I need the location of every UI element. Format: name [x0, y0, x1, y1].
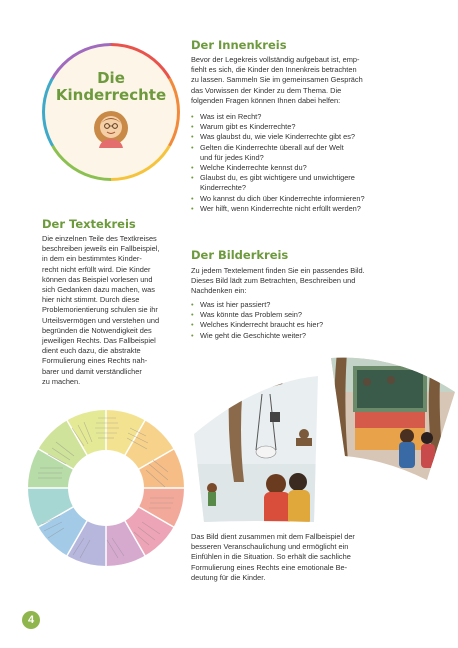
picture-segment-school: [326, 352, 458, 482]
list-item: • Welches Kinderrecht braucht es hier?: [191, 320, 421, 330]
bilderkreis-intro-text: Zu jedem Textelement finden Sie ein passendes Bild. Dieses Bild lädt zum Betrachten, Beschreiben und Nachdenken ein:: [191, 266, 365, 296]
list-item: • Welche Kinderrechte kennst du?: [191, 163, 421, 173]
bilderkreis-caption-text: Das Bild dient zusammen mit dem Fallbeispiel der besseren Veranschaulichung und ermöglicht ein Einfühlen in die Situation. So erhält die sachliche Formulierung eines Rechts eine emotionale Be- deutung für die Kinder.: [191, 532, 355, 582]
list-item: • Wo kannst du dich über Kinderrechte informieren?: [191, 194, 421, 204]
bilderkreis-question-list: [191, 300, 421, 341]
title-badge-inner: [45, 46, 177, 178]
textekreis-body-text: Die einzelnen Teile des Textkreises beschreiben jeweils ein Fallbeispiel, in dem ein bestimmtes Kinder- recht nicht erfüllt wird. Die Kinder können das Beispiel vorlesen und sich Gedanken dazu machen, was hier nicht stimmt. Durch diese Problemorientierung schulen sie ihr Urteilsvermögen und verstehen und begründen die Notwendigkeit des jeweiligen Rechts. Das Fallbeispiel dient euch dazu, die abstrakte Formulierung eines Rechts nah- barer und damit verständlicher zu machen.: [42, 234, 160, 386]
child-portrait-icon: [93, 110, 129, 148]
list-item: • Glaubst du, es gibt wichtigere und unwichtigere Kinderrechte?: [191, 173, 421, 193]
list-item: • Gelten die Kinderrechte überall auf der Welt und für jedes Kind?: [191, 143, 421, 163]
list-item: • Was glaubst du, wie viele Kinderrechte gibt es?: [191, 132, 421, 142]
list-item: • Was könnte das Problem sein?: [191, 310, 421, 320]
textekreis-heading: Der Textekreis: [42, 217, 136, 231]
picture-segment-playground: [186, 372, 326, 532]
innenkreis-heading: Der Innenkreis: [191, 38, 287, 52]
text-wheel: [28, 410, 184, 566]
innenkreis-intro: [191, 55, 421, 106]
bilderkreis-heading: Der Bilderkreis: [191, 248, 289, 262]
bilderkreis-intro: [191, 266, 421, 297]
list-item: • Wie geht die Geschichte weiter?: [191, 331, 421, 341]
list-item: • Was ist hier passiert?: [191, 300, 421, 310]
title-badge: [42, 43, 180, 181]
textekreis-body: [42, 234, 182, 387]
list-item: • Warum gibt es Kinderrechte?: [191, 122, 421, 132]
page-number: 4: [22, 611, 40, 629]
innenkreis-intro-text: Bevor der Legekreis vollständig aufgebaut ist, emp- fiehlt es sich, die Kinder den Innenkreis betrachten zu lassen. Sammeln Sie im gemeinsamen Gespräch das Vorwissen der Kinder zu dem Thema. Die folgenden Fragen können Ihnen dabei helfen:: [191, 55, 363, 105]
list-item: • Wer hilft, wenn Kinderrechte nicht erfüllt werden?: [191, 204, 421, 214]
list-item: • Was ist ein Recht?: [191, 112, 421, 122]
bilderkreis-caption: [191, 532, 421, 583]
text-wheel-center: [68, 450, 144, 526]
badge-title: Die Kinderrechte: [55, 69, 167, 104]
innenkreis-question-list: [191, 112, 421, 214]
